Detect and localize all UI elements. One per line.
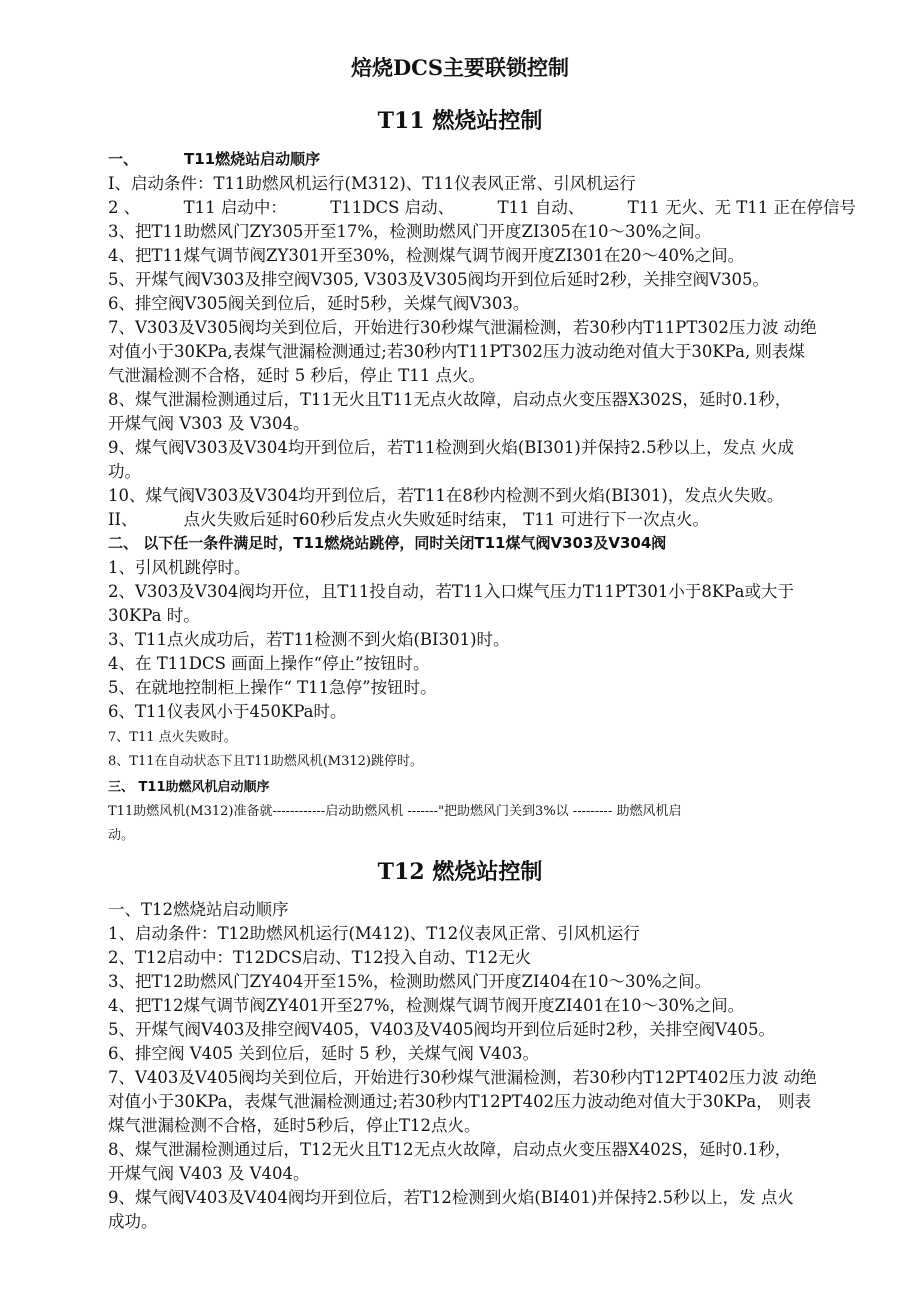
t11-section2-heading (108, 532, 856, 555)
t11-item-1: I、启动条件：T11助燃风机运行(M312)、T11仪表风正常、引风机运行 (108, 174, 636, 193)
t12-item-3: 3、把T12助燃风门ZY404开至15%，检测助燃风门开度ZI404在10〜30%之间。 (108, 972, 712, 991)
t12-item-6: 6、排空阀 V405 关到位后，延时 5 秒，关煤气阀 V403。 (108, 1044, 540, 1063)
t12-heading: T12 燃烧站控制 (377, 859, 543, 885)
section-title: 以下任一条件满足时，T11燃烧站跳停，同时关闭T11煤气阀V303及V304阀 (143, 534, 667, 552)
t11-item-4: 4、把T11煤气调节阀ZY301开至30%，检测煤气调节阀开度ZI301在20〜40%之间。 (108, 246, 745, 265)
t11-trip-7: 7、T11 点火失败时。 (108, 730, 237, 745)
t11-item-9-line1: 9、煤气阀V303及V304均开到位后，若T11检测到火焰(BI301)并保持2.5秒以上，发点 火成 (108, 438, 794, 457)
item-part: T11 启动中： (183, 198, 287, 217)
t11-item-10: 10、煤气阀V303及V304均开到位后，若T11在8秒内检测不到火焰(BI301)，发点火失败。 (108, 486, 784, 505)
document-title: 焙烧DCS主要联锁控制 (350, 55, 570, 80)
t12-item-2: 2、T12启动中：T12DCS启动、T12投入自动、T12无火 (108, 948, 532, 967)
t12-section1-heading: 一、T12燃烧站启动顺序 (108, 900, 289, 919)
t11-fan-sequence-line1: T11助燃风机(M312)准备就------------启动助燃风机 -------"把助燃风门关到3%以 --------- 助燃风机启 (108, 804, 682, 819)
t12-item-7-line3: 煤气泄漏检测不合格，延时5秒后，停止T12点火。 (108, 1116, 481, 1135)
t12-item-9-line2: 成功。 (108, 1212, 158, 1231)
t11-item-9-line2: 功。 (108, 462, 141, 481)
item-part: T11 无火、无 T11 正在停信号 (627, 198, 856, 217)
section-number: 三、 (108, 780, 135, 795)
t11-trip-4: 4、在 T11DCS 画面上操作“停止”按钮时。 (108, 654, 430, 673)
t11-item-7-line3: 气泄漏检测不合格，延时 5 秒后，停止 T11 点火。 (108, 366, 485, 385)
t12-item-7-line2: 对值小于30KPa，表煤气泄漏检测通过;若30秒内T12PT402压力波动绝对值大于30KPa， 则表 (108, 1092, 811, 1111)
t11-item-8-line2: 开煤气阀 V303 及 V304。 (108, 414, 310, 433)
t12-item-9-line1: 9、煤气阀V403及V404阀均开到位后，若T12检测到火焰(BI401)并保持2.5秒以上，发 点火 (108, 1188, 794, 1207)
section-number: 一、 (108, 150, 139, 168)
section-title: T11助燃风机启动顺序 (138, 780, 270, 795)
item-number: II、 (108, 510, 138, 529)
t11-trip-6: 6、T11仪表风小于450KPa时。 (108, 702, 347, 721)
t11-item-7-line1: 7、V303及V305阀均关到位后，开始进行30秒煤气泄漏检测，若30秒内T11PT302压力波 动绝 (108, 318, 817, 337)
t12-item-7-line1: 7、V403及V405阀均关到位后，开始进行30秒煤气泄漏检测，若30秒内T12PT402压力波 动绝 (108, 1068, 817, 1087)
t11-trip-3: 3、T11点火成功后，若T11检测不到火焰(BI301)时。 (108, 630, 510, 649)
t11-item-6: 6、排空阀V305阀关到位后，延时5秒，关煤气阀V303。 (108, 294, 530, 313)
t11-section3-heading (108, 776, 856, 799)
t11-fan-sequence-line2: 动。 (108, 828, 135, 843)
t11-trip-2-line1: 2、V303及V304阀均开位，且T11投自动，若T11入口煤气压力T11PT301小于8KPa或大于 (108, 582, 794, 601)
t12-item-5: 5、开煤气阀V403及排空阀V405，V403及V405阀均开到位后延时2秒，关排空阀V405。 (108, 1020, 776, 1039)
t11-heading: T11 燃烧站控制 (377, 108, 543, 134)
item-part: T11 自动、 (497, 198, 585, 217)
item-part: 2 、 (108, 198, 141, 217)
section-number: 二、 (108, 534, 139, 552)
t11-item-5: 5、开煤气阀V303及排空阀V305, V303及V305阀均开到位后延时2秒，关排空阀V305。 (108, 270, 770, 289)
t12-item-1: 1、启动条件：T12助燃风机运行(M412)、T12仪表风正常、引风机运行 (108, 924, 640, 943)
t11-trip-2-line2: 30KPa 时。 (108, 606, 200, 625)
t11-section1-heading (108, 148, 856, 171)
t11-item-11 (108, 508, 856, 531)
t11-item-8-line1: 8、煤气泄漏检测通过后，T11无火且T11无点火故障，启动点火变压器X302S，延时0.1秒， (108, 390, 792, 409)
t12-item-8-line2: 开煤气阀 V403 及 V404。 (108, 1164, 310, 1183)
t11-trip-1: 1、引风机跳停时。 (108, 558, 251, 577)
t11-item-2 (108, 196, 856, 219)
t11-trip-5: 5、在就地控制柜上操作“ T11急停”按钮时。 (108, 678, 437, 697)
item-text: 点火失败后延时60秒后发点火失败延时结束， T11 可进行下一次点火。 (183, 510, 710, 529)
t11-item-3: 3、把T11助燃风门ZY305开至17%，检测助燃风门开度ZI305在10〜30%之间。 (108, 222, 712, 241)
t11-trip-8: 8、T11在自动状态下且T11助燃风机(M312)跳停时。 (108, 754, 423, 769)
item-part: T11DCS 启动、 (330, 198, 455, 217)
section-title: T11燃烧站启动顺序 (184, 150, 321, 168)
t11-item-7-line2: 对值小于30KPa,表煤气泄漏检测通过;若30秒内T11PT302压力波动绝对值大于30KPa, 则表煤 (108, 342, 805, 361)
t12-item-4: 4、把T12煤气调节阀ZY401开至27%，检测煤气调节阀开度ZI401在10〜30%之间。 (108, 996, 745, 1015)
t12-item-8-line1: 8、煤气泄漏检测通过后，T12无火且T12无点火故障，启动点火变压器X402S，延时0.1秒， (108, 1140, 792, 1159)
